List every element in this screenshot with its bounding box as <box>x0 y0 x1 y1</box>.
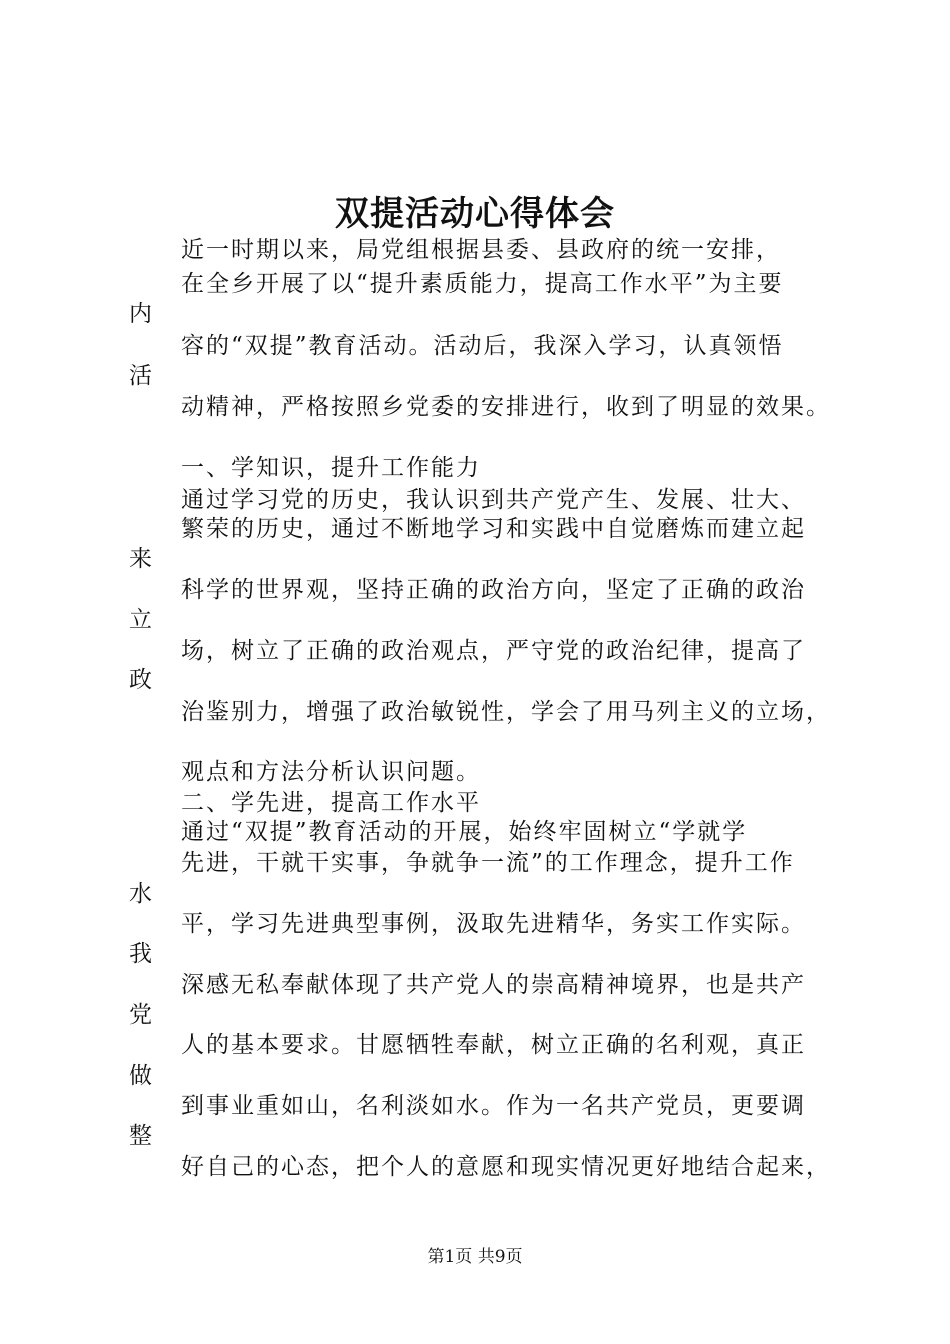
body-line: 先进，干就干实事，争就争一流”的工作理念，提升工作 <box>181 850 795 876</box>
margin-char: 政 <box>129 667 152 693</box>
body-line: 动精神，严格按照乡党委的安排进行，收到了明显的效果。 <box>181 394 831 420</box>
margin-char: 来 <box>129 546 152 572</box>
margin-char: 立 <box>129 607 152 633</box>
margin-char: 内 <box>129 301 152 327</box>
margin-char: 活 <box>129 363 152 389</box>
body-line: 近一时期以来，局党组根据县委、县政府的统一安排， <box>181 237 781 263</box>
body-line: 深感无私奉献体现了共产党人的崇高精神境界，也是共产 <box>181 972 806 998</box>
section-heading: 二、学先进，提高工作水平 <box>181 790 481 816</box>
body-line: 到事业重如山，名利淡如水。作为一名共产党员，更要调 <box>181 1093 806 1119</box>
body-line: 平，学习先进典型事例，汲取先进精华，务实工作实际。 <box>181 911 806 937</box>
margin-char: 党 <box>129 1002 152 1028</box>
body-line: 观点和方法分析认识问题。 <box>181 759 481 785</box>
body-line: 在全乡开展了以“提升素质能力，提高工作水平”为主要 <box>181 271 784 297</box>
body-line: 繁荣的历史，通过不断地学习和实践中自觉磨炼而建立起 <box>181 516 806 542</box>
body-line: 通过学习党的历史，我认识到共产党产生、发展、壮大、 <box>181 487 806 513</box>
margin-char: 做 <box>129 1063 152 1089</box>
margin-char: 水 <box>129 881 152 907</box>
section-heading: 一、学知识，提升工作能力 <box>181 455 481 481</box>
body-line: 人的基本要求。甘愿牺牲奉献，树立正确的名利观，真正 <box>181 1032 806 1058</box>
body-line: 好自己的心态，把个人的意愿和现实情况更好地结合起来， <box>181 1154 831 1180</box>
body-line: 场，树立了正确的政治观点，严守党的政治纪律，提高了 <box>181 638 806 664</box>
document-title: 双提活动心得体会 <box>335 194 615 234</box>
body-line: 治鉴别力，增强了政治敏锐性，学会了用马列主义的立场， <box>181 699 831 725</box>
body-line: 通过“双提”教育活动的开展，始终牢固树立“学就学 <box>181 819 748 845</box>
body-line: 科学的世界观，坚持正确的政治方向，坚定了正确的政治 <box>181 577 806 603</box>
page-footer: 第1页 共9页 <box>427 1247 523 1267</box>
margin-char: 我 <box>129 941 152 967</box>
margin-char: 整 <box>129 1123 152 1149</box>
body-line: 容的“双提”教育活动。活动后，我深入学习，认真领悟 <box>181 333 784 359</box>
